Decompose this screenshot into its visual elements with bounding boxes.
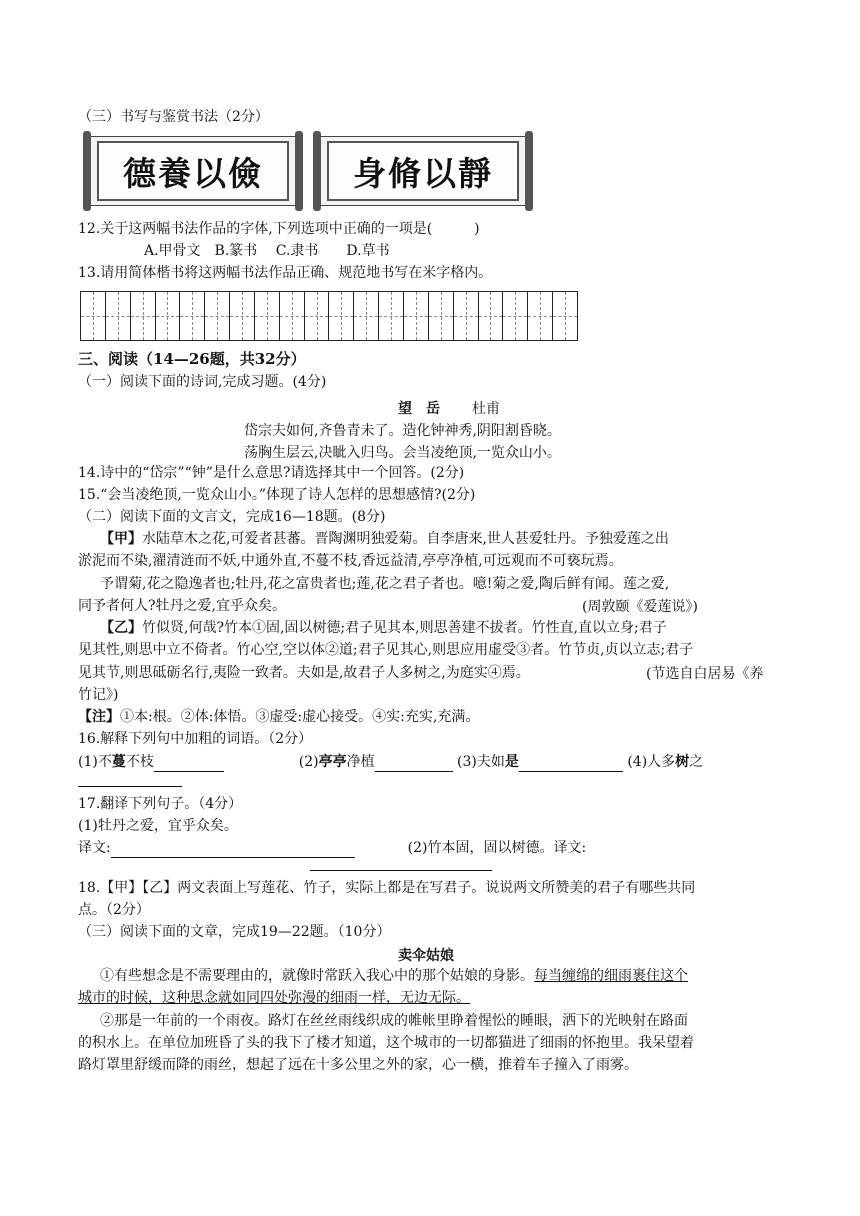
grid-cell[interactable] xyxy=(354,292,379,340)
section-calligraphy-title: （三）书写与鉴赏书法（2分） xyxy=(78,109,269,125)
q16-answer-3[interactable] xyxy=(519,755,623,772)
jia-paragraph-1a xyxy=(100,529,669,549)
grid-cell[interactable] xyxy=(305,292,330,340)
grid-cell[interactable] xyxy=(329,292,354,340)
q17-answer-2 xyxy=(310,854,492,871)
grid-cell[interactable] xyxy=(255,292,280,340)
reading-section-title: 三、阅读（14—26题，共32分） xyxy=(78,350,306,368)
calligraphy-right-text: 身脩以靜 xyxy=(327,141,519,201)
scroll-rod xyxy=(313,131,321,211)
poem-title: 望 岳 xyxy=(398,401,440,417)
q16-item-3: (3)夫如是 xyxy=(457,754,519,770)
grid-cell[interactable] xyxy=(180,292,205,340)
note-label: 【注】 xyxy=(78,709,120,725)
calligraphy-left-text: 德養以儉 xyxy=(97,141,289,201)
question-12: 12.关于这两幅书法作品的字体,下列选项中正确的一项是( ) xyxy=(78,221,480,237)
q16-item-4: (4)人多树之 xyxy=(627,754,704,770)
story-paragraph-2b: 的积水上。在单位加班昏了头的我下了楼才知道，这个城市的一切都猫进了细雨的怀抱里。我呆望着 xyxy=(78,1035,694,1051)
note-text: ①本:根。②体:体悟。③虚受:虚心接受。④实:充实,充满。 xyxy=(120,709,480,725)
yi-source: (节选自白居易《养 xyxy=(646,666,764,682)
grid-cell[interactable] xyxy=(230,292,255,340)
q16-item-2: (2)亭亭净植 xyxy=(298,754,375,770)
question-16-items xyxy=(78,752,703,772)
question-18-line-2: 点。（2分） xyxy=(78,902,150,918)
yi-paragraph-2: 见其性,则思中立不倚者。竹心空,空以体②道;君子见其心,则思应用虚受③者。竹节贞,贞以立志;君子 xyxy=(78,642,694,658)
classical-intro: （二）阅读下面的文言文，完成16—18题。(8分) xyxy=(78,509,386,525)
grid-cell[interactable] xyxy=(131,292,156,340)
note xyxy=(78,707,479,727)
q16-answer-2[interactable] xyxy=(375,755,453,772)
writing-grid[interactable] xyxy=(80,291,578,341)
grid-cell[interactable] xyxy=(379,292,404,340)
grid-cell[interactable] xyxy=(479,292,504,340)
story-paragraph-1a: ①有些想念是不需要理由的，就像时常跃入我心中的那个姑娘的身影。每当缠绵的细雨裹住这个 xyxy=(100,968,688,984)
scroll-rod xyxy=(83,131,91,211)
question-15: 15.“会当凌绝顶,一览众山小。”体现了诗人怎样的思想感情?(2分) xyxy=(78,487,476,503)
question-17-sentence-1: (1)牡丹之爱，宜乎众矣。 xyxy=(78,818,238,834)
calligraphy-right xyxy=(314,136,532,206)
question-12-options: A.甲骨文 B.篆书 C.隶书 D.草书 xyxy=(144,243,390,259)
question-17: 17.翻译下列句子。（4分） xyxy=(78,796,243,812)
grid-cell[interactable] xyxy=(503,292,528,340)
scroll-rod xyxy=(525,131,533,211)
yi-source-2: 竹记》) xyxy=(78,687,119,703)
jia-source: (周敦颐《爱莲说》) xyxy=(582,599,698,615)
prose-intro: （三）阅读下面的文章，完成19—22题。（10分） xyxy=(78,924,391,940)
grid-cell[interactable] xyxy=(528,292,553,340)
story-paragraph-2c: 路灯罩里舒缓而降的雨丝，想起了远在十多公里之外的家，心一横，推着车子撞入了雨雾。 xyxy=(78,1057,638,1073)
grid-cell[interactable] xyxy=(454,292,479,340)
grid-cell[interactable] xyxy=(553,292,577,340)
question-17-translations: 译文: (2)竹本固，固以树德。译文: xyxy=(78,840,587,856)
story-paragraph-2a: ②那是一年前的一个雨夜。路灯在丝丝雨线织成的帷帐里睁着惺忪的睡眼，洒下的光映射在路面 xyxy=(100,1013,688,1029)
grid-cell[interactable] xyxy=(106,292,131,340)
grid-cell[interactable] xyxy=(81,292,106,340)
question-18-line-1: 18.【甲】【乙】两文表面上写莲花、竹子，实际上都是在写君子。说说两文所赞美的君子有哪些共同 xyxy=(78,880,696,896)
jia-paragraph-1b: 淤泥而不染,濯清涟而不妖,中通外直,不蔓不枝,香远益清,亭亭净植,可远观而不可亵玩焉。 xyxy=(78,553,623,569)
question-13: 13.请用简体楷书将这两幅书法作品正确、规范地书写在米字格内。 xyxy=(78,265,493,281)
grid-cell[interactable] xyxy=(404,292,429,340)
jia-paragraph-2a: 予谓菊,花之隐逸者也;牡丹,花之富贵者也;莲,花之君子者也。噫!菊之爱,陶后鲜有闻。莲之爱, xyxy=(100,576,670,592)
jia-text: 水陆草木之花,可爱者甚蕃。晋陶渊明独爱菊。自李唐来,世人甚爱牡丹。予独爱莲之出 xyxy=(142,531,669,547)
poem-line-1: 岱宗夫如何,齐鲁青未了。造化钟神秀,阴阳割昏晓。 xyxy=(244,423,561,439)
q16-answer-4 xyxy=(78,770,182,787)
grid-cell[interactable] xyxy=(429,292,454,340)
poem-author: 杜甫 xyxy=(472,401,500,417)
question-14: 14.诗中的“岱宗”“钟”是什么意思?请选择其中一个回答。(2分) xyxy=(78,465,465,481)
story-paragraph-1b: 城市的时候，这种思念就如同四处弥漫的细雨一样，无边无际。 xyxy=(78,990,470,1006)
poem-line-2: 荡胸生层云,决眦入归鸟。会当凌绝顶,一览众山小。 xyxy=(244,445,561,461)
jia-paragraph-2b: 同予者何人?牡丹之爱,宜乎众矣。 xyxy=(78,598,286,614)
grid-cell[interactable] xyxy=(156,292,181,340)
grid-cell[interactable] xyxy=(205,292,230,340)
q16-item-1: (1)不蔓不枝 xyxy=(78,754,154,770)
yi-paragraph-1 xyxy=(100,618,667,638)
yi-paragraph-3: 见其节,则思砥砺名行,夷险一致者。夫如是,故君子人多树之,为庭实④焉。 xyxy=(78,665,530,681)
story-title: 卖伞姑娘 xyxy=(398,948,454,964)
poem-intro: （一）阅读下面的诗词,完成习题。(4分) xyxy=(78,374,327,390)
scroll-rod xyxy=(295,131,303,211)
question-16: 16.解释下列句中加粗的词语。（2分） xyxy=(78,731,313,747)
calligraphy-left xyxy=(84,136,302,206)
yi-text: 竹似贤,何哉?竹本①固,固以树德;君子见其本,则思善建不拔者。竹性直,直以立身;君子 xyxy=(142,620,667,636)
grid-cell[interactable] xyxy=(280,292,305,340)
jia-label: 【甲】 xyxy=(100,531,142,547)
yi-label: 【乙】 xyxy=(100,620,142,636)
